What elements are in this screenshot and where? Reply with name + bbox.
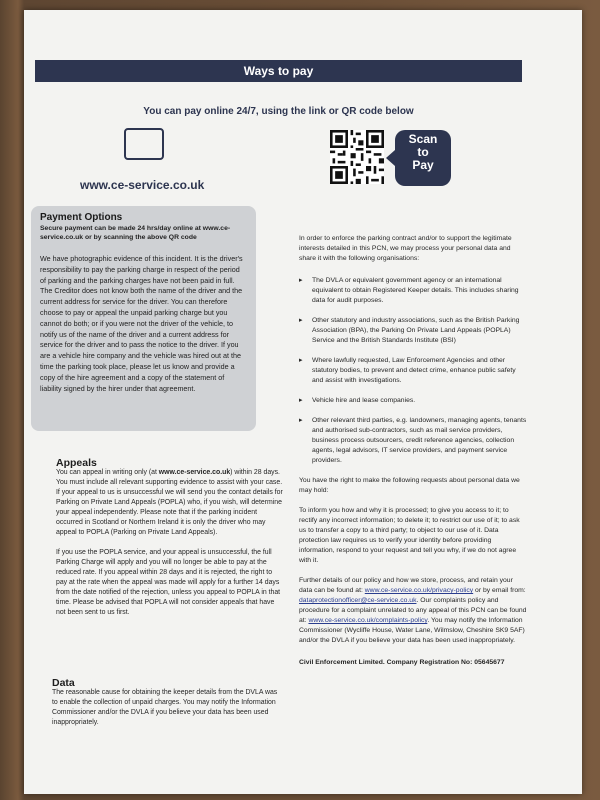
list-item: ▸ Other statutory and industry associations, such as the British Parking Association (BPA), the Parking On Private Land Appeals (POPLA) Service and the British Standards Institute (BSI) [299, 316, 527, 346]
list-item: ▸ The DVLA or equivalent government agency or an international equivalent to obtain Registered Keeper details. This includes sharing data for audit purposes. [299, 276, 527, 306]
payment-options-title: Payment Options [40, 212, 123, 223]
processing-intro: In order to enforce the parking contract and/or to support the legitimate interests detailed in this PCN, we may process your personal data and share it with the following organisations: [299, 235, 512, 262]
rights-paragraph: You have the right to make the following requests about personal data we may hold: [299, 477, 520, 494]
payment-options-box [31, 206, 256, 431]
data-paragraph: The reasonable cause for obtaining the keeper details from the DVLA was to enable the collection of unpaid charges. You may notify the Information Commissioner and/or the DVLA if you believe your data has been used inappropriately. [52, 689, 278, 726]
privacy-policy-link[interactable]: www.ce-service.co.uk/privacy-policy [364, 587, 474, 594]
appeals-link[interactable]: www.ce-service.co.uk [158, 469, 231, 476]
complaints-policy-link[interactable]: www.ce-service.co.uk/complaints-policy [308, 617, 428, 624]
appeals-paragraph-2: If you use the POPLA service, and your appeal is unsuccessful, the full Parking Charge will apply and you will no longer be able to pay at the reduced rate. If you appeal within 28 days and it is rejected, the right to pay at the rate when the appeal was made will apply for a further 14 days from the date notified of the rejection, unless you appeal to POPLA in that time. Please be advised that POPLA will not consider appeals that have not been sent to us first. [56, 549, 281, 616]
list-item: ▸ Vehicle hire and lease companies. [299, 396, 527, 406]
scan-to-pay-badge: Scan to Pay [395, 130, 451, 186]
appeals-paragraph-1: You can appeal in writing only (at www.ce-service.co.uk) within 28 days. You must include all relevant supporting evidence to assist with your case. If your appeal to us is unsuccessful we will send you the contact details for Parking on Private Land Appeals (POPLA) who, if you wish, will determine your appeal independently. Please note that if the parking incident occurred in Scotland or Northern Ireland it is only the driver who may appeal to POPLA (Parking on Private Land Appeals). [56, 469, 283, 536]
qr-code-icon[interactable] [330, 130, 384, 184]
appeals-section [56, 458, 284, 618]
dpo-email-link[interactable]: dataprotectionofficer@ce-service.co.uk [299, 597, 417, 604]
ways-to-pay-banner: Ways to pay [35, 60, 522, 82]
organisations-list [299, 276, 527, 466]
website-url[interactable]: www.ce-service.co.uk [80, 178, 205, 192]
further-details-paragraph: Further details of our policy and how we store, process, and retain your data can be found at: www.ce-service.co.uk/privacy-policy or by email from: dataprotectionofficer@ce-service.co.uk. Our complaints policy and procedure for a complaint unrelated to any appeal of this PCN can be found at: www.ce-service.co.uk/complaints-policy. You may notify the Information Commissioner (Wycliffe House, Water Lane, Wilmslow, Cheshire SK9 5AF) and/or the DVLA if you believe your data has been used inappropriately. [299, 577, 527, 644]
data-processing-column [299, 234, 527, 668]
payment-options-body: We have photographic evidence of this incident. It is the driver's responsibility to pay the parking charge in respect of the period of parking and the parking charges have not been paid in full. The Creditor does not know both the name of the driver and the current address for service for the driver. You can therefore choose to pay or appeal the unpaid parking charge but you cannot do both; or if you were not the driver of the vehicle, to notify us of the name of the driver and a current address for service for the driver and to pass the notice to the driver. If you are a vehicle hire company and the vehicle was hired out at the time the parking took place, please let us know and provide a copy of the hire agreement and a copy of the statement of liability signed by the hirer under that agreement. [40, 254, 243, 393]
list-item: ▸ Where lawfully requested, Law Enforcement Agencies and other statutory bodies, to prevent and detect crime, enhance public safety and assist with investigations. [299, 356, 527, 386]
list-item: ▸ Other relevant third parties, e.g. landowners, managing agents, tenants and authorised sub-contractors, such as mail service providers, business process outsourcers, credit reference agencies, collection agents, legal advisors, IT service providers, and payment service providers. [299, 416, 527, 466]
tablet-icon [124, 128, 164, 160]
data-title: Data [52, 677, 75, 689]
appeals-title: Appeals [56, 457, 97, 469]
company-registration: Civil Enforcement Limited. Company Registration No: 05645677 [299, 659, 505, 666]
payment-options-note: Secure payment can be made 24 hrs/day online at www.ce-service.co.uk or by scanning the above QR code [40, 225, 231, 241]
inform-paragraph: To inform you how and why it is processed; to give you access to it; to rectify any incorrect information; to delete it; to restrict our use of it; to ask us to transfer a copy to a third party; to object to our use of it. Data protection law requires us to verify your identity before providing information, respond to your request and tell you why, if we do not agree with it. [299, 507, 520, 564]
data-section [52, 678, 284, 728]
pay-online-subtitle: You can pay online 24/7, using the link or QR code below [143, 106, 414, 117]
